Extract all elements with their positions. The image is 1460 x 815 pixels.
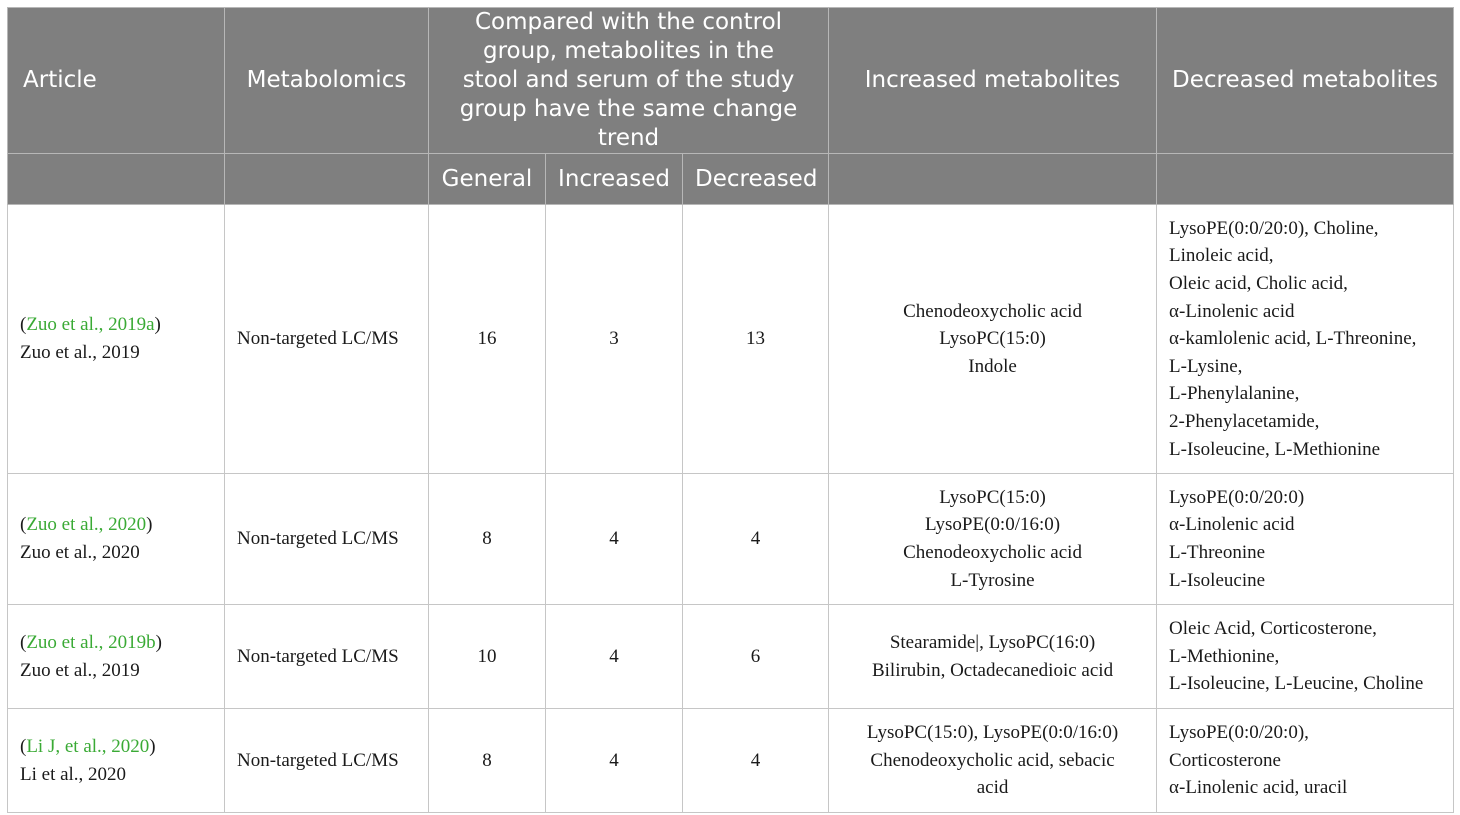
metabolite-line: LysoPC(15:0) (939, 486, 1046, 508)
header-sub-empty-4 (1157, 154, 1454, 205)
metabolite-line: Chenodeoxycholic acid, sebacic (870, 749, 1115, 771)
citation-link[interactable]: Zuo et al., 2019b (26, 631, 156, 653)
increased-count-cell: 3 (546, 205, 683, 474)
metabolite-line: L-Tyrosine (950, 569, 1035, 591)
metabolite-line: LysoPE(0:0/20:0), Choline, (1169, 217, 1379, 239)
increased-metabolites-cell (829, 474, 1157, 605)
metabolite-line: Indole (968, 355, 1017, 377)
metabolomics-cell (225, 205, 429, 474)
decreased-metabolites-cell (1157, 709, 1454, 813)
header-sub-increased: Increased (546, 154, 683, 205)
article-cell: (Zuo et al., 2020) Zuo et al., 2020 (8, 474, 225, 605)
header-sub-empty-1 (8, 154, 225, 205)
metabolite-line: Stearamide|, LysoPC(16:0) (889, 631, 1096, 653)
metabolomics-cell (225, 709, 429, 813)
decreased-count-cell: 6 (683, 605, 829, 709)
citation-text: Zuo et al., 2020 (20, 542, 140, 563)
metabolite-table (7, 7, 1454, 813)
metabolite-table-container (7, 7, 1453, 813)
metabolite-line: LysoPC(15:0) (939, 328, 1046, 350)
header-row-main (8, 8, 1454, 154)
metabolomics-text: Non-targeted LC/MS (237, 328, 399, 350)
general-cell: 16 (429, 205, 546, 474)
metabolite-line: L-Phenylalanine, (1169, 383, 1300, 405)
increased-metabolites-cell (829, 205, 1157, 474)
header-increased-metabolites: Increased metabolites (829, 8, 1157, 154)
metabolite-line: Bilirubin, Octadecanedioic acid (871, 659, 1114, 681)
metabolite-line: 2-Phenylacetamide, (1169, 410, 1320, 432)
general-cell: 8 (429, 474, 546, 605)
decreased-metabolites-cell (1157, 605, 1454, 709)
increased-count-cell: 4 (546, 605, 683, 709)
metabolite-line: L-Threonine (1169, 542, 1266, 563)
header-sub-empty-3 (829, 154, 1157, 205)
metabolite-line: Linoleic acid, (1169, 245, 1274, 267)
decreased-count-cell: 4 (683, 709, 829, 813)
citation-link[interactable]: Zuo et al., 2019a (26, 314, 155, 336)
header-decreased-metabolites: Decreased metabolites (1157, 8, 1454, 154)
citation-link[interactable]: Li J, et al., 2020 (26, 735, 150, 757)
metabolite-line: LysoPE(0:0/20:0) (1169, 486, 1305, 508)
metabolite-line: Oleic acid, Cholic acid, (1169, 273, 1348, 295)
table-row (8, 474, 1454, 605)
header-sub-decreased: Decreased (683, 154, 829, 205)
metabolite-line: L-Isoleucine (1169, 569, 1266, 591)
metabolite-line: Oleic Acid, Corticosterone, (1169, 618, 1377, 640)
header-metabolomics: Metabolomics (225, 8, 429, 154)
decreased-metabolites-cell (1157, 474, 1454, 605)
metabolomics-text: Non-targeted LC/MS (237, 749, 399, 771)
general-cell: 10 (429, 605, 546, 709)
table-row (8, 605, 1454, 709)
table-row (8, 709, 1454, 813)
metabolite-line: L-Isoleucine, L-Methionine (1169, 438, 1381, 460)
metabolite-line: L-Methionine, (1169, 645, 1280, 667)
metabolite-line: LysoPE(0:0/16:0) (924, 514, 1061, 536)
increased-count-cell: 4 (546, 709, 683, 813)
header-compared: Compared with the control group, metabolites in the stool and serum of the study group have the same change trend (429, 8, 829, 154)
increased-count-cell: 4 (546, 474, 683, 605)
article-cell: (Li J, et al., 2020) Li et al., 2020 (8, 709, 225, 813)
metabolite-line: LysoPC(15:0), LysoPE(0:0/16:0) (866, 722, 1119, 744)
general-cell: 8 (429, 709, 546, 813)
metabolite-line: acid (976, 777, 1009, 799)
decreased-count-cell: 13 (683, 205, 829, 474)
decreased-metabolites-cell (1157, 205, 1454, 474)
metabolomics-text: Non-targeted LC/MS (237, 528, 399, 550)
metabolomics-cell (225, 474, 429, 605)
metabolite-line: L-Lysine, (1169, 355, 1243, 377)
metabolite-line: α-kamlolenic acid, L-Threonine, (1169, 328, 1417, 350)
citation-text: Li et al., 2020 (20, 763, 127, 785)
metabolite-line: Chenodeoxycholic acid (903, 300, 1082, 322)
metabolite-line: α-Linolenic acid (1169, 300, 1295, 322)
article-cell: (Zuo et al., 2019b) Zuo et al., 2019 (8, 605, 225, 709)
header-sub-general: General (429, 154, 546, 205)
metabolite-line: Corticosterone (1169, 749, 1281, 771)
increased-metabolites-cell (829, 605, 1157, 709)
metabolite-line: LysoPE(0:0/20:0), (1169, 722, 1309, 744)
article-cell: (Zuo et al., 2019a) Zuo et al., 2019 (8, 205, 225, 474)
metabolite-line: Chenodeoxycholic acid (903, 542, 1082, 563)
header-sub-empty-2 (225, 154, 429, 205)
header-row-sub (8, 154, 1454, 205)
increased-metabolites-cell (829, 709, 1157, 813)
table-row (8, 205, 1454, 474)
citation-text: Zuo et al., 2019 (20, 342, 140, 363)
metabolite-line: α-Linolenic acid, uracil (1169, 777, 1348, 799)
decreased-count-cell: 4 (683, 474, 829, 605)
metabolite-line: L-Isoleucine, L-Leucine, Choline (1169, 673, 1424, 695)
metabolomics-cell (225, 605, 429, 709)
metabolomics-text: Non-targeted LC/MS (237, 645, 399, 667)
citation-link[interactable]: Zuo et al., 2020 (26, 514, 147, 536)
citation-text: Zuo et al., 2019 (20, 659, 140, 681)
header-article: Article (8, 8, 225, 154)
metabolite-line: α-Linolenic acid (1169, 514, 1295, 536)
